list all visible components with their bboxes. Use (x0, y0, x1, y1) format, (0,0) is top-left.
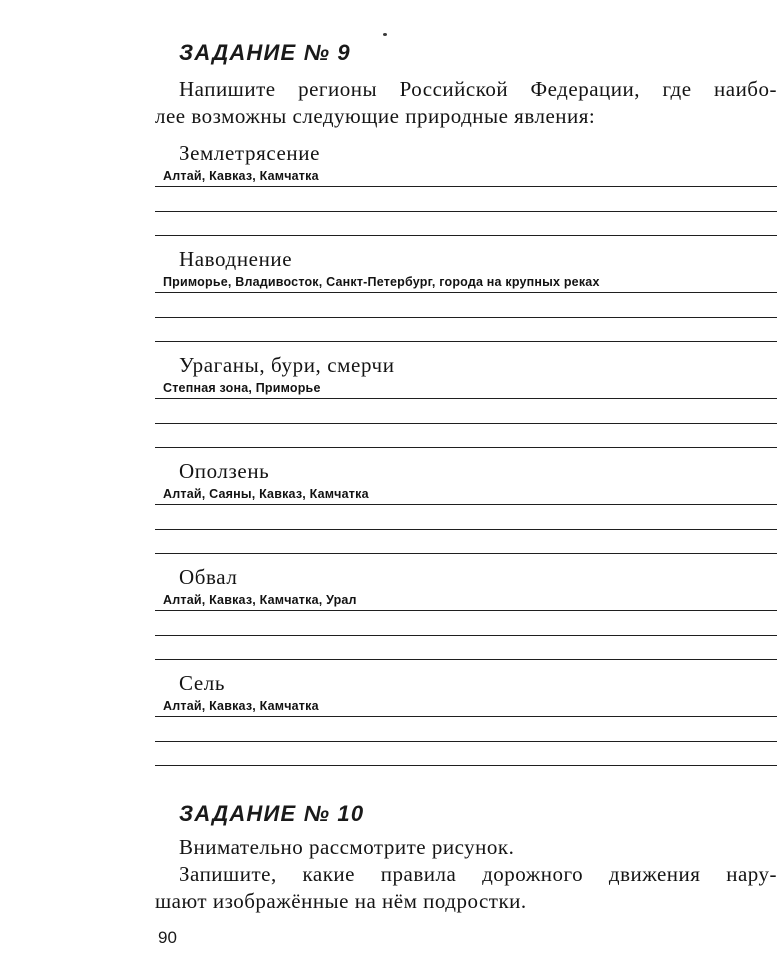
section-flood (155, 247, 777, 342)
answer-line (155, 636, 777, 661)
task9-title: ЗАДАНИЕ № 9 (179, 40, 351, 65)
phenomenon-answer: Алтай, Кавказ, Камчатка (155, 699, 777, 717)
phenomenon-label: Оползень (179, 459, 270, 483)
task10-text (155, 834, 777, 915)
answer-line (155, 318, 777, 343)
phenomenon-label: Наводнение (179, 247, 293, 271)
page-content (155, 0, 777, 915)
task9-intro-line-1: Напишите регионы Российской Федерации, где наибо- (179, 77, 777, 101)
phenomenon-label: Обвал (179, 565, 238, 589)
phenomenon-answer: Алтай, Кавказ, Камчатка, Урал (155, 593, 777, 611)
phenomenon-label: Землетрясение (179, 141, 321, 165)
phenomenon-answer: Степная зона, Приморье (155, 381, 777, 399)
section-mudflow (155, 671, 777, 766)
scan-speck (383, 33, 387, 36)
answer-line (155, 611, 777, 636)
answer-line (155, 399, 777, 424)
task10-line-1: Внимательно рассмотрите рисунок. (179, 835, 515, 859)
section-hurricanes (155, 353, 777, 448)
task9-intro-line-2: лее возможны следующие природные явления: (155, 104, 596, 128)
answer-line (155, 424, 777, 449)
phenomenon-label: Сель (179, 671, 226, 695)
task9-intro (155, 76, 777, 130)
phenomenon-label: Ураганы, бури, смерчи (179, 353, 395, 377)
answer-line (155, 530, 777, 555)
phenomenon-answer: Приморье, Владивосток, Санкт-Петербург, города на крупных реках (155, 275, 777, 293)
phenomenon-answer: Алтай, Кавказ, Камчатка (155, 169, 777, 187)
task10-line-3: шают изображённые на нём подростки. (155, 889, 527, 913)
section-earthquake (155, 141, 777, 236)
page-number: 90 (158, 928, 177, 947)
phenomenon-answer: Алтай, Саяны, Кавказ, Камчатка (155, 487, 777, 505)
section-rockfall (155, 565, 777, 660)
task10-line-2: Запишите, какие правила дорожного движения нару- (179, 862, 777, 886)
answer-line (155, 505, 777, 530)
answer-line (155, 717, 777, 742)
section-landslide (155, 459, 777, 554)
task10-title: ЗАДАНИЕ № 10 (179, 801, 365, 826)
answer-line (155, 293, 777, 318)
answer-line (155, 742, 777, 767)
answer-line (155, 212, 777, 237)
answer-line (155, 187, 777, 212)
